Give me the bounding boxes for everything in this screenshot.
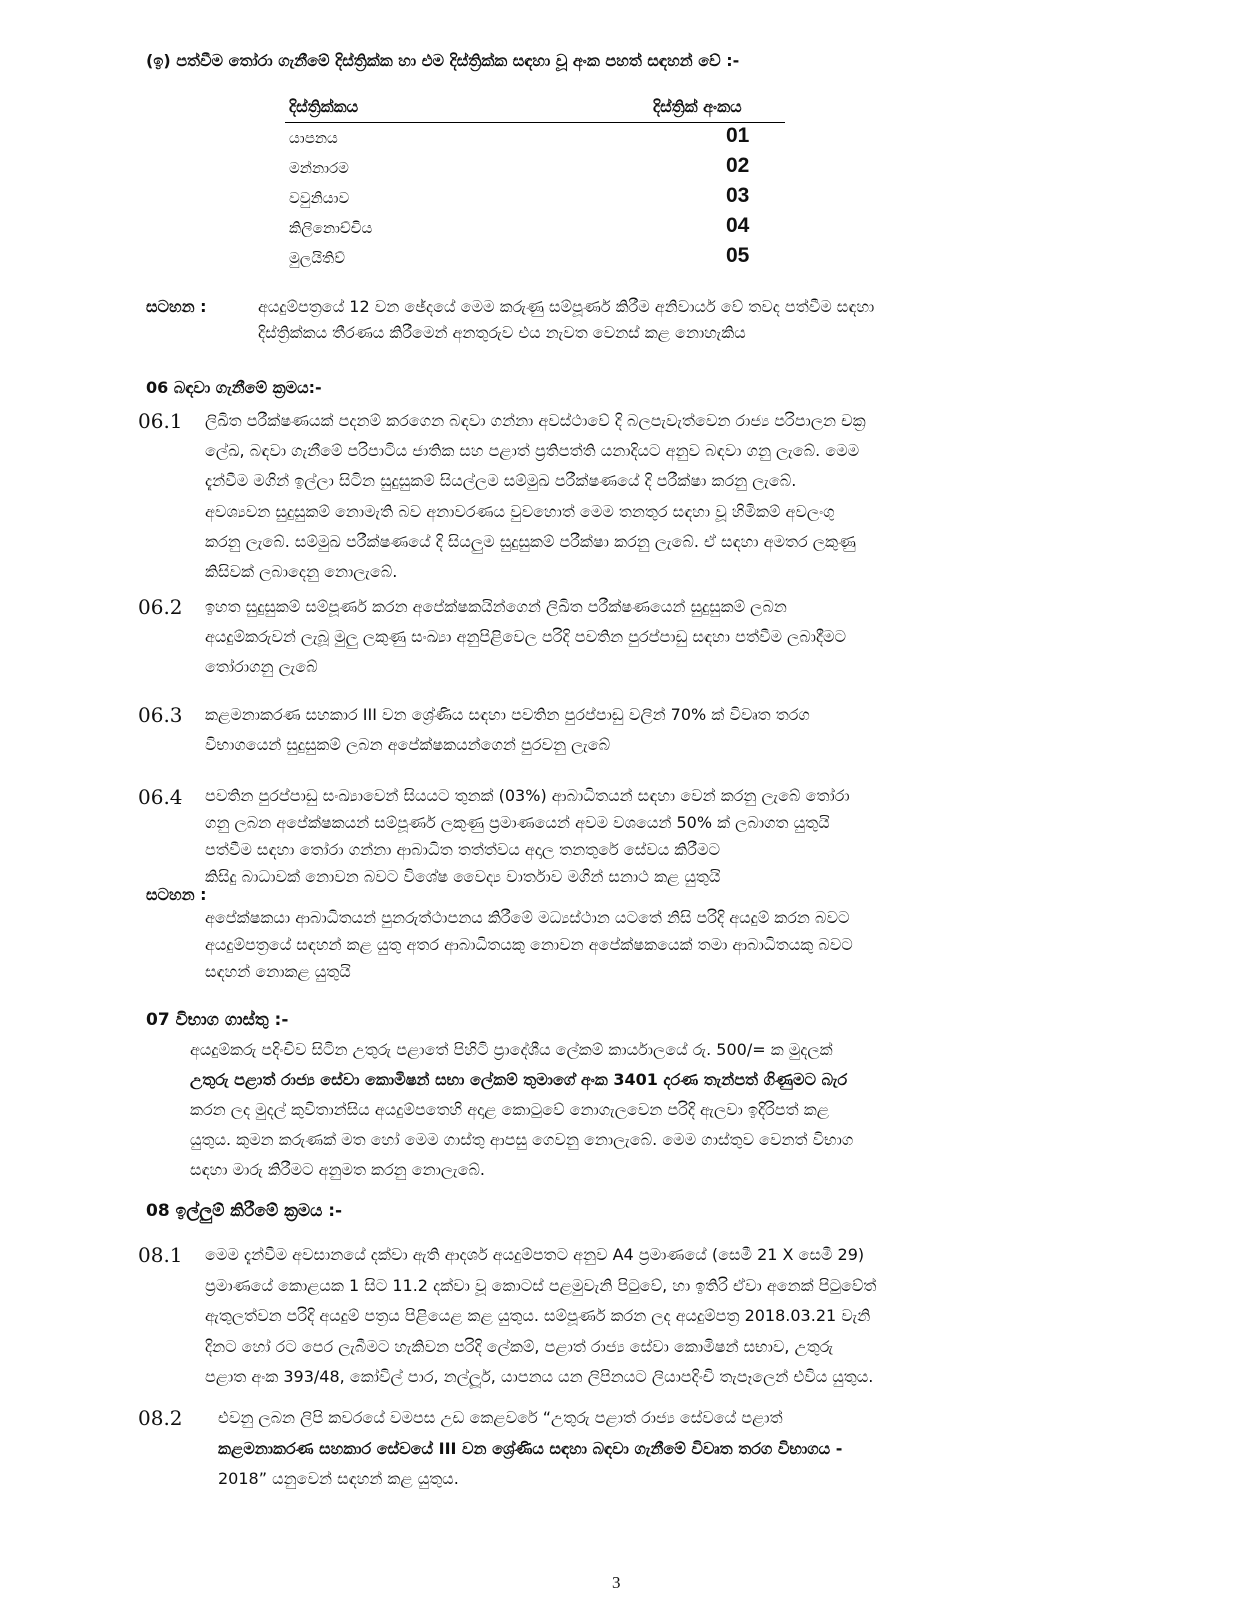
text-line: 2018” යනුවෙන් සඳහන් කළ යුතුය. [218, 1469, 459, 1488]
note-line: දිස්ත්‍රික්කය තීරණය කිරීමෙන් අනතුරුව එය නැවත වෙනස් කළ නොහැකිය [258, 323, 746, 342]
paragraph-number: 08.1 [138, 1243, 183, 1267]
text-line: ගනු ලබන අපේක්ෂකයන් සම්පූර්ණ ලකුණු ප්‍රමාණයෙන් අවම වශයෙන් 50% ක් ලබාගත යුතුයි [205, 813, 830, 832]
text-line: තෝරාගනු ලැබේ [205, 657, 318, 676]
district-name: යාපනය [289, 129, 338, 147]
text-line: මෙම දැන්වීම අවසානයේ දක්වා ඇති ආදර්ශ අයදුම්පතට අනුව A4 ප්‍රමාණයේ (සෙමී 21 X සෙමී 29) [205, 1245, 865, 1264]
text-line: පත්වීම සඳහා තෝරා ගන්නා ආබාධිත තත්ත්වය අදාල තනතුරේ සේවය කිරීමට [205, 840, 720, 859]
paragraph-number: 08.2 [138, 1406, 183, 1430]
district-name: මන්නාරම [289, 159, 349, 177]
district-code: 03 [726, 184, 750, 207]
text-line: පවතින පුරප්පාඩු සංඛ්‍යාවෙන් සියයට තුනක් (03%) ආබාධිතයන් සඳහා වෙන් කරනු ලැබේ තෝරා [205, 786, 850, 805]
text-line: අයදුම්කරුවන් ලැබූ මුලු ලකුණු සංඛ්‍යා අනුපිළිවෙල පරිදි පවතින පුරප්පාඩු සඳහා පත්වීම ලබාදීමට [205, 627, 847, 646]
paragraph-number: 06.2 [138, 595, 183, 619]
paragraph-08-1 [205, 1240, 1093, 1393]
paragraph-06-2 [205, 592, 1093, 682]
paragraph-08-2 [218, 1403, 1093, 1495]
paragraph-number: 06.1 [138, 409, 183, 433]
text-line: අපේක්ෂකයා ආබාධිතයන් පුනරුත්ථාපනය කිරීමේ මධ්‍යස්ථාන යටතේ නිසි පරිදි අයදුම් කරන බවට [205, 908, 850, 927]
district-rows [285, 123, 845, 273]
text-line: යුතුය. කුමන කරුණක් මත හෝ මෙම ගාස්තු ආපසු ගෙවනු නොලැබේ. මෙම ගාස්තුව වෙනත් විභාග [190, 1130, 854, 1149]
text-line: කළමනාකරණ සහකාර සේවයේ III වන ශ්‍රේණිය සඳහා බඳවා ගැනීමේ විවෘත තරග විභාගය - [218, 1438, 843, 1458]
text-line: කිසිදු බාධාවක් නොවන බවට විශේෂ වෛද්‍ය වාර්තාව මගින් සනාථ කළ යුතුයි [205, 867, 721, 886]
text-line: උතුරු පළාත් රාජ්‍ය සේවා කොමිෂන් සභා ලේකම් තුමාගේ අංක 3401 දරණ තැන්පත් ගිණුමට බැර [190, 1070, 848, 1089]
text-line: දිනට හෝ රට පෙර ලැබීමට හැකිවන පරිදි ලේකම්, පළාත් රාජ්‍ය සේවා කොමිෂන් සභාව, උතුරු [205, 1336, 834, 1356]
col-header-code: දිස්ත්‍රික් අංකය [653, 97, 742, 116]
text-line: ලේඛ, බඳවා ගැනීමේ පරිපාටිය ජාතික සහ පළාත් ප්‍රතිපත්ති යනාදියට අනුව බඳවා ගනු ලැබේ. මෙම [205, 441, 860, 461]
district-code: 05 [726, 244, 750, 267]
text-line: කිසිවක් ලබාදෙනු නොලැබේ. [205, 562, 398, 582]
text-line: ඇතුලත්වන පරිදි අයදුම් පත්‍රය පිළියෙළ කළ යුතුය. සම්පූර්ණ කරන ලද අයදුම්පත්‍ර 2018.03.21 වැනි [205, 1306, 871, 1325]
district-row [285, 183, 845, 213]
note-label: සටහන : [146, 297, 207, 316]
text-line: සඳහන් නොකළ යුතුයි [205, 962, 351, 981]
text-line: කළමනාකරණ සහකාර III වන ශ්‍රේණිය සඳහා පවතින පුරප්පාඩු වලින් 70% ක් විවෘත තරග [205, 705, 810, 724]
text-line: ඉහත සුදුසුකම් සම්පූර්ණ කරන අපේක්ෂකයින්ගෙන් ලිඛිත පරීක්ෂණයෙන් සුදුසුකම් ලබන [205, 597, 787, 616]
text-line: ප්‍රමාණයේ කොළයක 1 සිට 11.2 දක්වා වූ කොටස් පළමුවැනි පිටුවේ, හා ඉතිරි ඒවා අනෙක් පිටුවේත් [205, 1275, 877, 1295]
paragraph-06-1 [205, 406, 1093, 587]
section-07-title: 07 විභාග ගාස්තු :- [146, 1010, 289, 1030]
text-line: අයදුම්පත්‍රයේ සඳහන් කළ යුතු අතර ආබාධිතයකු නොවන අපේක්ෂකයෙක් තමා ආබාධිතයකු බවට [205, 935, 853, 954]
text-line: සඳහා මාරු කිරීමට අනුමත කරනු නොලැබේ. [190, 1160, 485, 1179]
district-name: වවුනියාව [289, 189, 350, 207]
district-name: කිලිනොච්චිය [289, 219, 373, 237]
district-code: 04 [726, 214, 750, 237]
text-line: කරනු ලැබේ. සම්මුඛ පරීක්ෂණයේ දි සියලුම සුදුසුකම් පරීක්ෂා කරනු ලැබේ. ඒ සඳහා අමතර ලකුණු [205, 531, 856, 551]
district-row [285, 153, 845, 183]
note-line: අයදුම්පත්‍රයේ 12 වන ඡේදයේ මෙම කරුණු සම්පූර්ණ කිරීම අනිවාර්ය වේ තවද පත්වීම සඳහා [258, 297, 875, 316]
paragraph-06-3 [205, 700, 1093, 760]
district-table [285, 92, 845, 273]
district-code: 01 [726, 124, 750, 147]
text-line: කරන ලද මුදල් කුවිතාන්සිය අයදුම්පතෙහි අදාළ කොටුවේ නොගැලවෙන පරිදි ඇලවා ඉදිරිපත් කළ [190, 1100, 829, 1119]
district-row [285, 243, 845, 273]
paragraph-number: 06.4 [138, 785, 183, 809]
district-code: 02 [726, 154, 750, 177]
text-line: එවනු ලබන ලිපි කවරයේ වමපස උඩ කෙළවරේ “උතුරු පළාත් රාජ්‍ය සේවයේ පළාත් [218, 1408, 783, 1427]
col-header-district: දිස්ත්‍රික්කය [289, 97, 359, 116]
text-line: අවශ්‍යවන සුදුසුකම් නොමැති බව අනාවරණය වුවහොත් මෙම තනතුර සඳහා වූ හිමිකම් අවලංගු [205, 501, 835, 521]
paragraph-06-4 [205, 782, 1093, 890]
section-07-body [190, 1035, 1093, 1185]
section-06-note [205, 904, 1093, 985]
district-name: මුලයිතිව් [289, 249, 345, 267]
page-number: 3 [612, 1573, 621, 1592]
text-line: පළාත අංක 393/48, කෝවිල් පාර, නල්ලූර්, යාපනය යන ලිපිනයට ලියාපදිංචි තැපෑලෙන් එවිය යුතුය. [205, 1367, 874, 1386]
text-line: ලිඛිත පරීක්ෂණයක් පදනම් කරගෙන බඳවා ගන්නා අවස්ථාවේ දි බලපැවැත්වෙන රාජ්‍ය පරිපාලන චක්‍ර [205, 411, 866, 430]
paragraph-number: 06.3 [138, 703, 183, 727]
text-line: දැන්වීම මගින් ඉල්ලා සිටින සුදුසුකම් සියල්ලම සම්මුඛ පරීක්ෂණයේ දි පරීක්ෂා කරනු ලැබේ. [205, 471, 797, 491]
district-row [285, 123, 845, 153]
text-line: අයදුම්කරු පදිංචිව සිටින උතුරු පළාතේ පිහිටි ප්‍රාදේශීය ලේකම් කාර්යාලයේ රු. 500/= ක මුදලක් [190, 1040, 833, 1059]
section-06-title: 06 බඳවා ගැනීමේ ක්‍රමය:- [146, 378, 322, 397]
text-line: විභාගයෙන් සුදුසුකම් ලබන අපේක්ෂකයන්ගෙන් පුරවනු ලැබේ [205, 735, 611, 754]
district-table-header [285, 92, 785, 123]
district-row [285, 213, 845, 243]
districts-heading: (ඉ) පත්වීම තෝරා ගැනීමේ දිස්ත්‍රික්ක හා එම දිස්ත්‍රික්ක සඳහා වූ අංක පහත් සඳහන් වේ :- [146, 51, 740, 70]
section-08-title: 08 ඉල්ලුම් කිරීමේ ක්‍රමය :- [146, 1201, 343, 1221]
note-label: සටහන : [146, 885, 207, 904]
